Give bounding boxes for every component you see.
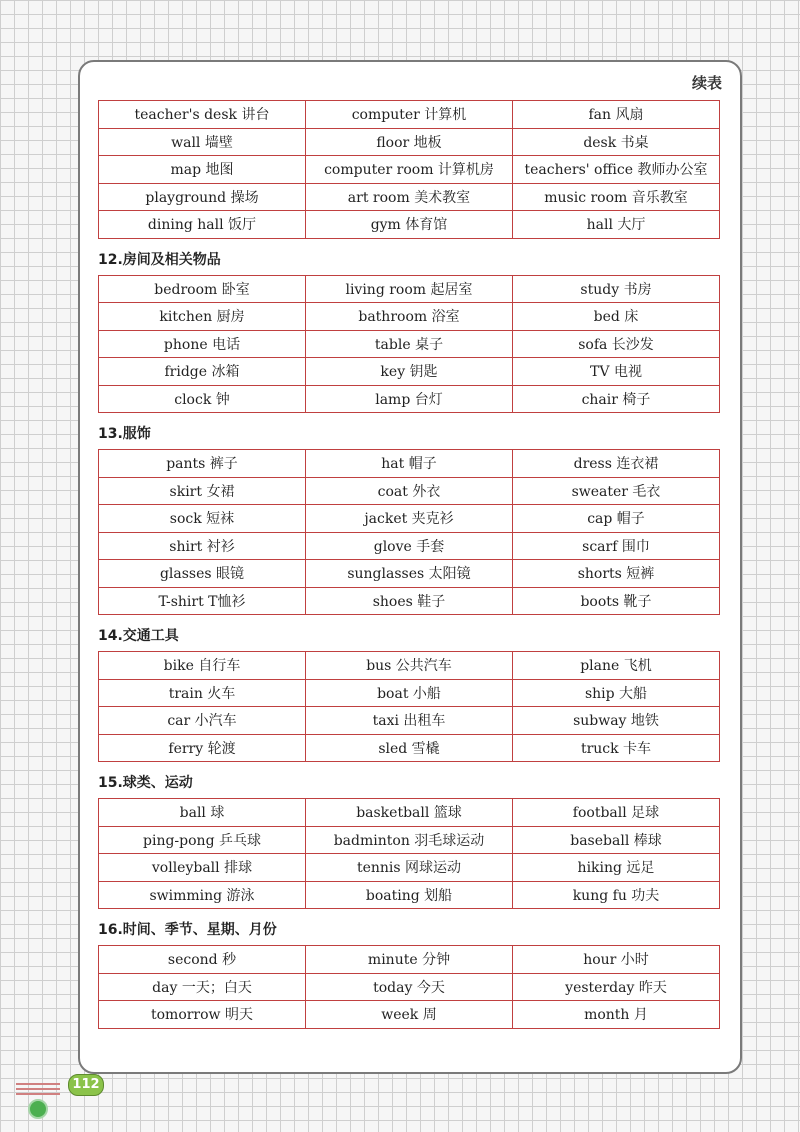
vocab-cell: floor 地板 <box>306 128 513 156</box>
vocab-cell: hat 帽子 <box>306 450 513 478</box>
vocab-cell: sock 短袜 <box>99 505 306 533</box>
vocab-cell: month 月 <box>513 1001 720 1029</box>
vocab-cell: bike 自行车 <box>99 652 306 680</box>
vocab-cell: basketball 篮球 <box>306 799 513 827</box>
table-row <box>99 826 720 854</box>
table-row <box>99 450 720 478</box>
vocab-cell: minute 分钟 <box>306 946 513 974</box>
vocab-cell: T-shirt T恤衫 <box>99 587 306 615</box>
vocab-cell: jacket 夹克衫 <box>306 505 513 533</box>
vocab-cell: yesterday 昨天 <box>513 973 720 1001</box>
table-row <box>99 560 720 588</box>
vocab-cell: day 一天；白天 <box>99 973 306 1001</box>
vocab-cell: volleyball 排球 <box>99 854 306 882</box>
vocab-cell: cap 帽子 <box>513 505 720 533</box>
vocab-cell: subway 地铁 <box>513 707 720 735</box>
table-row <box>99 532 720 560</box>
vocab-cell: coat 外衣 <box>306 477 513 505</box>
vocab-table <box>98 449 720 615</box>
vocab-cell: fan 风扇 <box>513 101 720 129</box>
vocab-cell: boat 小船 <box>306 679 513 707</box>
vocab-cell: ping-pong 乒乓球 <box>99 826 306 854</box>
table-row <box>99 275 720 303</box>
vocab-cell: TV 电视 <box>513 358 720 386</box>
vocab-cell: ball 球 <box>99 799 306 827</box>
vocab-cell: chair 椅子 <box>513 385 720 413</box>
vocab-table <box>98 275 720 414</box>
table-row <box>99 330 720 358</box>
table-row <box>99 128 720 156</box>
vocab-cell: ferry 轮渡 <box>99 734 306 762</box>
vocab-cell: scarf 围巾 <box>513 532 720 560</box>
table-row <box>99 183 720 211</box>
vocab-cell: key 钥匙 <box>306 358 513 386</box>
vocab-cell: shirt 衬衫 <box>99 532 306 560</box>
vocab-cell: plane 飞机 <box>513 652 720 680</box>
table-row <box>99 854 720 882</box>
vocab-cell: shorts 短裤 <box>513 560 720 588</box>
table-row <box>99 679 720 707</box>
vocab-cell: truck 卡车 <box>513 734 720 762</box>
logo-emblem <box>28 1099 48 1119</box>
vocab-cell: glasses 眼镜 <box>99 560 306 588</box>
vocab-cell: kung fu 功夫 <box>513 881 720 909</box>
vocab-cell: hiking 远足 <box>513 854 720 882</box>
table-row <box>99 587 720 615</box>
vocabulary-content <box>98 100 720 1029</box>
vocab-cell: baseball 棒球 <box>513 826 720 854</box>
vocab-cell: kitchen 厨房 <box>99 303 306 331</box>
vocab-cell: teachers' office 教师办公室 <box>513 156 720 184</box>
vocab-cell: sled 雪橇 <box>306 734 513 762</box>
vocab-cell: glove 手套 <box>306 532 513 560</box>
logo-line <box>16 1088 60 1090</box>
table-row <box>99 385 720 413</box>
vocab-cell: bedroom 卧室 <box>99 275 306 303</box>
vocab-cell: hour 小时 <box>513 946 720 974</box>
table-row <box>99 734 720 762</box>
table-row <box>99 973 720 1001</box>
continued-label: 续表 <box>691 74 722 92</box>
vocab-cell: swimming 游泳 <box>99 881 306 909</box>
table-row <box>99 303 720 331</box>
vocab-cell: tomorrow 明天 <box>99 1001 306 1029</box>
vocab-cell: badminton 羽毛球运动 <box>306 826 513 854</box>
vocab-cell: bathroom 浴室 <box>306 303 513 331</box>
page-number: 112 <box>68 1074 104 1096</box>
table-row <box>99 652 720 680</box>
vocab-cell: desk 书桌 <box>513 128 720 156</box>
vocab-cell: bus 公共汽车 <box>306 652 513 680</box>
vocab-cell: living room 起居室 <box>306 275 513 303</box>
table-row <box>99 1001 720 1029</box>
vocab-cell: ship 大船 <box>513 679 720 707</box>
vocab-cell: boating 划船 <box>306 881 513 909</box>
vocab-cell: skirt 女裙 <box>99 477 306 505</box>
vocab-cell: fridge 冰箱 <box>99 358 306 386</box>
vocab-table <box>98 651 720 762</box>
table-row <box>99 505 720 533</box>
vocab-cell: bed 床 <box>513 303 720 331</box>
vocab-table <box>98 798 720 909</box>
table-row <box>99 881 720 909</box>
section-title: 13.服饰 <box>98 426 151 442</box>
vocab-cell: lamp 台灯 <box>306 385 513 413</box>
vocab-cell: train 火车 <box>99 679 306 707</box>
vocab-cell: taxi 出租车 <box>306 707 513 735</box>
vocab-cell: playground 操场 <box>99 183 306 211</box>
vocab-cell: computer room 计算机房 <box>306 156 513 184</box>
table-row <box>99 707 720 735</box>
table-row <box>99 799 720 827</box>
vocab-cell: computer 计算机 <box>306 101 513 129</box>
vocab-cell: boots 靴子 <box>513 587 720 615</box>
vocab-table <box>98 100 720 239</box>
section-title: 15.球类、运动 <box>98 775 193 791</box>
vocab-cell: wall 墙壁 <box>99 128 306 156</box>
vocab-cell: football 足球 <box>513 799 720 827</box>
page-card <box>78 60 742 1074</box>
table-row <box>99 156 720 184</box>
vocab-cell: car 小汽车 <box>99 707 306 735</box>
section-title: 12.房间及相关物品 <box>98 251 221 268</box>
vocab-cell: gym 体育馆 <box>306 211 513 239</box>
vocab-cell: hall 大厅 <box>513 211 720 239</box>
vocab-cell: dress 连衣裙 <box>513 450 720 478</box>
vocab-cell: today 今天 <box>306 973 513 1001</box>
logo-line <box>16 1083 60 1085</box>
vocab-cell: clock 钟 <box>99 385 306 413</box>
vocab-table <box>98 945 720 1029</box>
vocab-cell: shoes 鞋子 <box>306 587 513 615</box>
vocab-cell: tennis 网球运动 <box>306 854 513 882</box>
vocab-cell: pants 裤子 <box>99 450 306 478</box>
section-title: 14.交通工具 <box>98 628 179 644</box>
table-row <box>99 211 720 239</box>
table-row <box>99 477 720 505</box>
table-row <box>99 358 720 386</box>
vocab-cell: map 地图 <box>99 156 306 184</box>
vocab-cell: study 书房 <box>513 275 720 303</box>
vocab-cell: art room 美术教室 <box>306 183 513 211</box>
table-row <box>99 946 720 974</box>
vocab-cell: sunglasses 太阳镜 <box>306 560 513 588</box>
publisher-logo <box>16 1080 60 1122</box>
vocab-cell: teacher's desk 讲台 <box>99 101 306 129</box>
vocab-cell: sofa 长沙发 <box>513 330 720 358</box>
section-title: 16.时间、季节、星期、月份 <box>98 922 277 938</box>
logo-line <box>16 1093 60 1095</box>
vocab-cell: phone 电话 <box>99 330 306 358</box>
vocab-cell: week 周 <box>306 1001 513 1029</box>
table-row <box>99 101 720 129</box>
vocab-cell: table 桌子 <box>306 330 513 358</box>
vocab-cell: music room 音乐教室 <box>513 183 720 211</box>
vocab-cell: second 秒 <box>99 946 306 974</box>
vocab-cell: dining hall 饭厅 <box>99 211 306 239</box>
vocab-cell: sweater 毛衣 <box>513 477 720 505</box>
